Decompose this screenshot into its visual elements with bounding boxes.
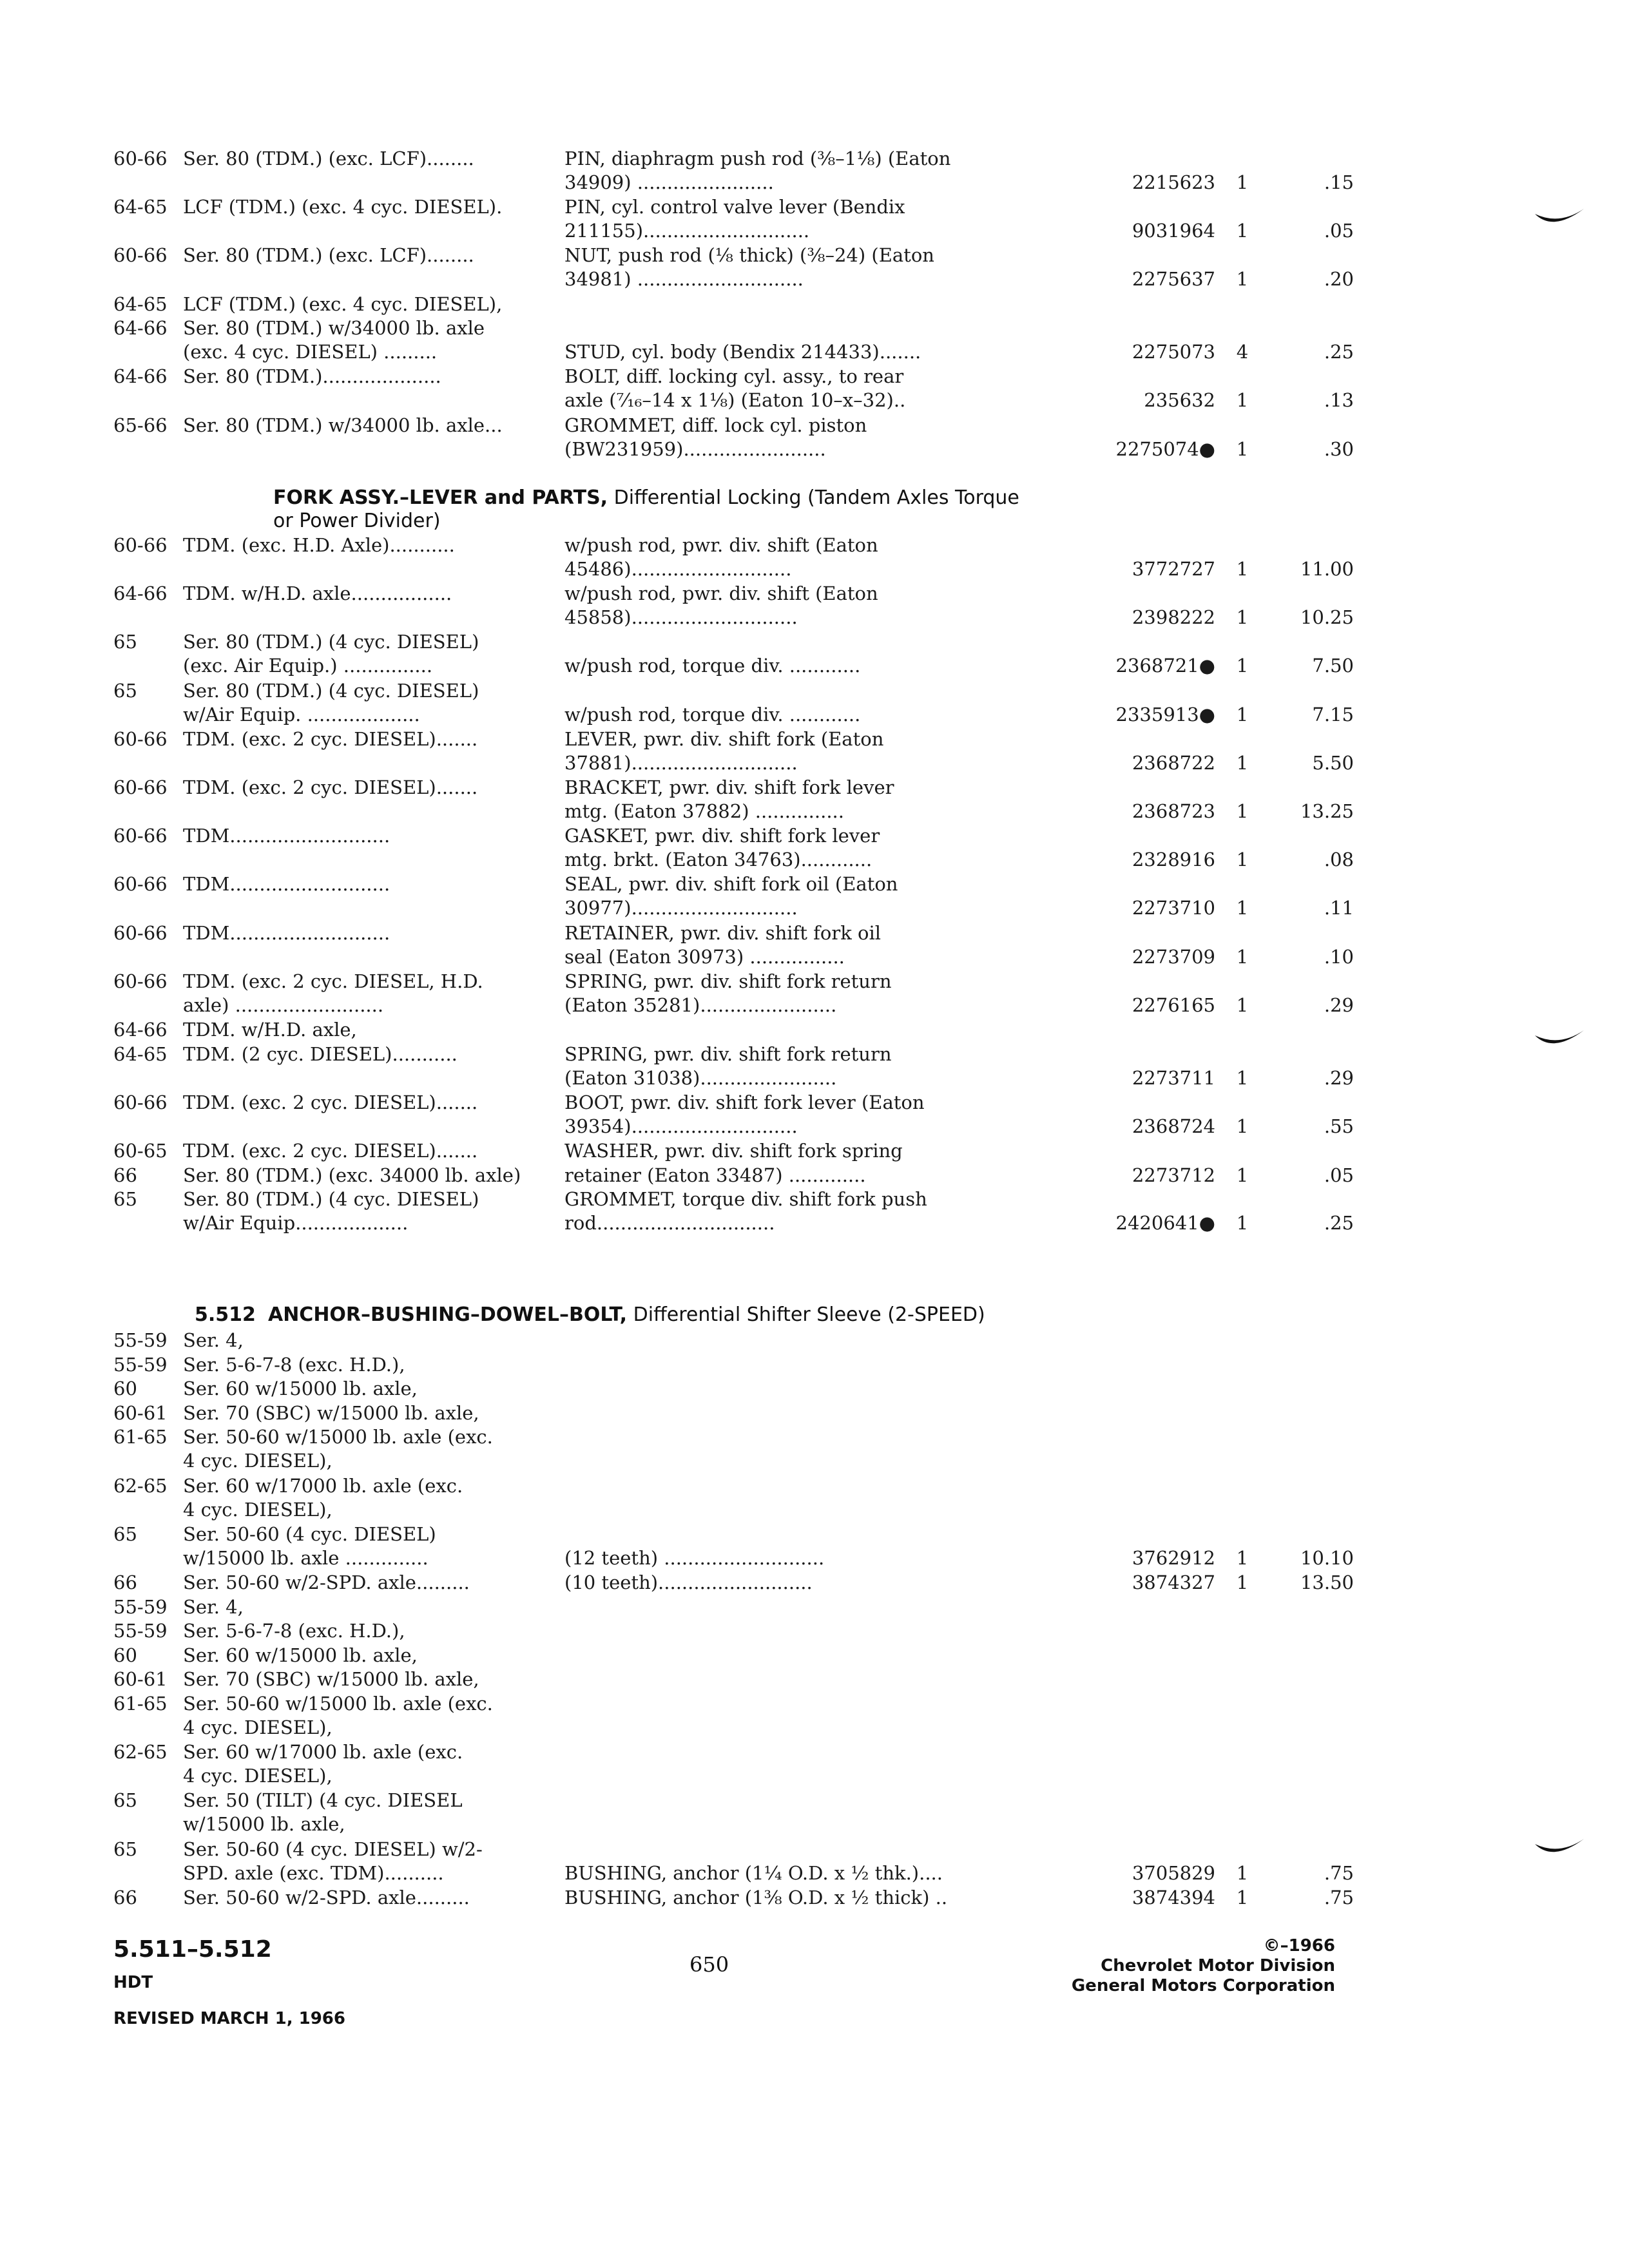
application: TDM. (exc. 2 cyc. DIESEL, H.D. [183, 970, 483, 992]
part-description: GASKET, pwr. div. shift fork lever [564, 825, 880, 847]
model-years: 55-59 [113, 1329, 168, 1351]
application: Ser. 80 (TDM.) (exc. LCF)........ [183, 148, 474, 169]
model-years: 64-65 [113, 196, 168, 218]
model-years: 61-65 [113, 1693, 168, 1715]
model-years: 64-66 [113, 365, 168, 388]
application: Ser. 80 (TDM.) (4 cyc. DIESEL) [183, 1188, 479, 1211]
price: .75 [1324, 1886, 1354, 1908]
quantity: 1 [1236, 800, 1249, 822]
model-years: 60 [113, 1378, 137, 1400]
application: TDM........................... [183, 873, 390, 896]
part-description-cont: w/push rod, torque div. ............ [564, 703, 861, 726]
application: Ser. 80 (TDM.) (4 cyc. DIESEL) [183, 679, 479, 702]
price: 11.00 [1300, 558, 1354, 580]
application: LCF (TDM.) (exc. 4 cyc. DIESEL), [183, 293, 503, 315]
model-years: 60-65 [113, 1140, 168, 1162]
price: 5.50 [1312, 751, 1354, 774]
section-heading-fork-line2: or Power Divider) [273, 510, 441, 532]
price: .25 [1324, 1212, 1354, 1235]
model-years: 64-66 [113, 317, 168, 340]
part-description: NUT, push rod (⅛ thick) (⅜–24) (Eaton [564, 244, 934, 267]
model-years: 60-66 [113, 970, 168, 992]
part-number: 2273711 [1132, 1066, 1215, 1089]
model-years: 60-61 [113, 1668, 168, 1691]
part-description: SPRING, pwr. div. shift fork return [564, 970, 892, 992]
model-years: 64-66 [113, 582, 168, 605]
footer-code: HDT [113, 1973, 153, 1992]
part-number: 2368724 [1132, 1115, 1215, 1137]
part-description: (10 teeth).......................... [564, 1571, 813, 1593]
application-cont: w/Air Equip. ................... [183, 703, 420, 726]
model-years: 64-66 [113, 1019, 168, 1041]
price: 7.15 [1312, 703, 1354, 726]
part-number: 2420641● [1115, 1212, 1215, 1235]
model-years: 60-66 [113, 921, 168, 944]
application: Ser. 60 w/17000 lb. axle (exc. [183, 1474, 463, 1497]
model-years: 65 [113, 679, 137, 702]
model-years: 60-66 [113, 825, 168, 847]
price: .55 [1324, 1115, 1354, 1137]
part-description-cont: 39354)............................ [564, 1115, 798, 1137]
quantity: 1 [1236, 1212, 1249, 1235]
quantity: 4 [1236, 341, 1249, 363]
model-years: 62-65 [113, 1741, 168, 1763]
footer-copyright: ©–1966 [1263, 1936, 1335, 1956]
application: LCF (TDM.) (exc. 4 cyc. DIESEL). [183, 196, 503, 218]
application: TDM. (exc. 2 cyc. DIESEL)....... [183, 776, 478, 798]
binder-tick-mark-icon [1534, 206, 1585, 232]
part-description: WASHER, pwr. div. shift fork spring [564, 1140, 903, 1162]
part-description: BUSHING, anchor (1⅜ O.D. x ½ thick) .. [564, 1886, 948, 1908]
part-description-cont: axle (⁷⁄₁₆–14 x 1⅛) (Eaton 10–x–32).. [564, 389, 906, 412]
quantity: 1 [1236, 703, 1249, 726]
part-description: SPRING, pwr. div. shift fork return [564, 1043, 892, 1065]
application: Ser. 60 w/15000 lb. axle, [183, 1644, 418, 1666]
part-number: 2335913● [1115, 703, 1215, 726]
application: Ser. 80 (TDM.).................... [183, 365, 441, 388]
part-description: w/push rod, pwr. div. shift (Eaton [564, 534, 878, 556]
price: .11 [1324, 897, 1354, 919]
model-years: 60-66 [113, 776, 168, 798]
footer-division: Chevrolet Motor Division [1101, 1956, 1335, 1975]
part-description-cont: 45858)............................ [564, 606, 798, 629]
part-number: 3874394 [1132, 1886, 1215, 1908]
application: Ser. 80 (TDM.) w/34000 lb. axle... [183, 414, 503, 436]
part-description: BRACKET, pwr. div. shift fork lever [564, 776, 894, 798]
application: Ser. 60 w/17000 lb. axle (exc. [183, 1741, 463, 1763]
quantity: 1 [1236, 849, 1249, 871]
quantity: 1 [1236, 655, 1249, 677]
part-description-cont: 45486)........................... [564, 558, 792, 580]
model-years: 60-66 [113, 534, 168, 556]
part-number: 2398222 [1132, 606, 1215, 629]
price: 10.10 [1300, 1546, 1354, 1569]
application: TDM. w/H.D. axle................. [183, 582, 452, 605]
application: Ser. 70 (SBC) w/15000 lb. axle, [183, 1668, 479, 1691]
application-cont: axle) ......................... [183, 994, 384, 1016]
part-description-cont: BUSHING, anchor (1¼ O.D. x ½ thk.).... [564, 1861, 943, 1884]
quantity: 1 [1236, 994, 1249, 1016]
application-cont: (exc. Air Equip.) ............... [183, 655, 433, 677]
model-years: 60-66 [113, 873, 168, 896]
model-years: 64-65 [113, 1043, 168, 1065]
model-years: 65-66 [113, 414, 168, 436]
page-number: 650 [689, 1952, 729, 1977]
quantity: 1 [1236, 220, 1249, 242]
application: Ser. 50-60 w/2-SPD. axle......... [183, 1571, 470, 1593]
model-years: 55-59 [113, 1353, 168, 1376]
binder-tick-mark-icon [1534, 1028, 1585, 1053]
part-description: PIN, cyl. control valve lever (Bendix [564, 196, 905, 218]
part-number: 2368723 [1132, 800, 1215, 822]
quantity: 1 [1236, 751, 1249, 774]
application-cont: SPD. axle (exc. TDM).......... [183, 1861, 444, 1884]
model-years: 60-66 [113, 727, 168, 750]
part-number: 3772727 [1132, 558, 1215, 580]
model-years: 65 [113, 631, 137, 653]
model-years: 65 [113, 1188, 137, 1211]
part-description-cont: mtg. brkt. (Eaton 34763)............ [564, 849, 872, 871]
application: Ser. 80 (TDM.) w/34000 lb. axle [183, 317, 485, 340]
application: Ser. 50-60 (4 cyc. DIESEL) [183, 1523, 436, 1545]
quantity: 1 [1236, 1115, 1249, 1137]
part-number: 235632 [1144, 389, 1215, 412]
part-description-cont: w/push rod, torque div. ............ [564, 655, 861, 677]
application: TDM. (exc. 2 cyc. DIESEL)....... [183, 1091, 478, 1113]
part-description: w/push rod, pwr. div. shift (Eaton [564, 582, 878, 605]
quantity: 1 [1236, 1066, 1249, 1089]
quantity: 1 [1236, 1861, 1249, 1884]
application-cont: 4 cyc. DIESEL), [183, 1450, 333, 1472]
part-description: SEAL, pwr. div. shift fork oil (Eaton [564, 873, 898, 896]
model-years: 60-66 [113, 244, 168, 267]
model-years: 60-61 [113, 1401, 168, 1424]
model-years: 64-65 [113, 293, 168, 315]
quantity: 1 [1236, 945, 1249, 968]
part-number: 2275074● [1115, 437, 1215, 460]
part-description: GROMMET, diff. lock cyl. piston [564, 414, 867, 436]
quantity: 1 [1236, 558, 1249, 580]
section-heading-fork: FORK ASSY.–LEVER and PARTS, Differential Locking (Tandem Axles Torque [273, 486, 1019, 509]
part-description-cont: (Eaton 31038)....................... [564, 1066, 837, 1089]
application: TDM. (2 cyc. DIESEL)........... [183, 1043, 458, 1065]
application: Ser. 80 (TDM.) (exc. LCF)........ [183, 244, 474, 267]
price: .29 [1324, 1066, 1354, 1089]
application: Ser. 4, [183, 1595, 244, 1618]
price: .15 [1324, 171, 1354, 193]
part-description-cont: (12 teeth) ........................... [564, 1546, 825, 1569]
part-number: 9031964 [1132, 220, 1215, 242]
part-number: 3874327 [1132, 1571, 1215, 1593]
application: TDM. (exc. 2 cyc. DIESEL)....... [183, 727, 478, 750]
part-number: 2215623 [1132, 171, 1215, 193]
part-number: 2273709 [1132, 945, 1215, 968]
application: Ser. 5-6-7-8 (exc. H.D.), [183, 1620, 405, 1642]
model-years: 66 [113, 1886, 137, 1908]
application: TDM........................... [183, 825, 390, 847]
model-years: 60 [113, 1644, 137, 1666]
part-description-cont: 37881)............................ [564, 751, 798, 774]
part-description-cont: rod.............................. [564, 1212, 775, 1235]
model-years: 60-66 [113, 1091, 168, 1113]
part-number: 2328916 [1132, 849, 1215, 871]
part-description: LEVER, pwr. div. shift fork (Eaton [564, 727, 884, 750]
application: Ser. 50-60 w/15000 lb. axle (exc. [183, 1693, 493, 1715]
part-description-cont: 211155)............................ [564, 220, 810, 242]
price: .08 [1324, 849, 1354, 871]
application-cont: 4 cyc. DIESEL), [183, 1716, 333, 1738]
quantity: 1 [1236, 1546, 1249, 1569]
price: 13.50 [1300, 1571, 1354, 1593]
part-description: RETAINER, pwr. div. shift fork oil [564, 921, 881, 944]
price: .30 [1324, 437, 1354, 460]
model-years: 55-59 [113, 1595, 168, 1618]
part-description-cont: 34909) ....................... [564, 171, 774, 193]
model-years: 60-66 [113, 148, 168, 169]
quantity: 1 [1236, 171, 1249, 193]
model-years: 65 [113, 1838, 137, 1860]
application-cont: w/15000 lb. axle, [183, 1813, 345, 1836]
application: Ser. 50-60 w/2-SPD. axle......... [183, 1886, 470, 1908]
application: Ser. 80 (TDM.) (4 cyc. DIESEL) [183, 631, 479, 653]
model-years: 55-59 [113, 1620, 168, 1642]
part-number: 3705829 [1132, 1861, 1215, 1884]
quantity: 1 [1236, 1886, 1249, 1908]
model-years: 62-65 [113, 1474, 168, 1497]
section-heading-anchor: 5.512 ANCHOR–BUSHING–DOWEL–BOLT, Differential Shifter Sleeve (2-SPEED) [195, 1303, 985, 1326]
application: TDM........................... [183, 921, 390, 944]
application-cont: w/15000 lb. axle .............. [183, 1546, 429, 1569]
application: TDM. w/H.D. axle, [183, 1019, 357, 1041]
application-cont: 4 cyc. DIESEL), [183, 1765, 333, 1787]
application: Ser. 50 (TILT) (4 cyc. DIESEL [183, 1789, 463, 1812]
model-years: 66 [113, 1571, 137, 1593]
part-description: BOLT, diff. locking cyl. assy., to rear [564, 365, 904, 388]
price: .25 [1324, 341, 1354, 363]
price: .75 [1324, 1861, 1354, 1884]
quantity: 1 [1236, 437, 1249, 460]
part-number: 2368721● [1115, 655, 1215, 677]
application: Ser. 70 (SBC) w/15000 lb. axle, [183, 1401, 479, 1424]
part-description-cont: seal (Eaton 30973) ................ [564, 945, 845, 968]
part-number: 2276165 [1132, 994, 1215, 1016]
application-cont: w/Air Equip................... [183, 1212, 409, 1235]
price: .10 [1324, 945, 1354, 968]
application: Ser. 80 (TDM.) (exc. 34000 lb. axle) [183, 1164, 521, 1186]
part-description-cont: 30977)............................ [564, 897, 798, 919]
application: Ser. 50-60 w/15000 lb. axle (exc. [183, 1426, 493, 1448]
price: .13 [1324, 389, 1354, 412]
part-description: PIN, diaphragm push rod (⅜–1⅛) (Eaton [564, 148, 951, 169]
binder-tick-mark-icon [1534, 1836, 1585, 1862]
quantity: 1 [1236, 1571, 1249, 1593]
part-number: 2275637 [1132, 268, 1215, 291]
price: 7.50 [1312, 655, 1354, 677]
application: TDM. (exc. H.D. Axle)........... [183, 534, 455, 556]
quantity: 1 [1236, 1164, 1249, 1186]
price: 13.25 [1300, 800, 1354, 822]
part-description: GROMMET, torque div. shift fork push [564, 1188, 927, 1211]
application: Ser. 50-60 (4 cyc. DIESEL) w/2- [183, 1838, 483, 1860]
part-number: 2368722 [1132, 751, 1215, 774]
model-years: 65 [113, 1789, 137, 1812]
part-description-cont: mtg. (Eaton 37882) ............... [564, 800, 844, 822]
price: .05 [1324, 1164, 1354, 1186]
part-number: 2275073 [1132, 341, 1215, 363]
footer-revised: REVISED MARCH 1, 1966 [113, 2009, 345, 2028]
model-years: 65 [113, 1523, 137, 1545]
application: Ser. 4, [183, 1329, 244, 1351]
footer-section-range: 5.511–5.512 [113, 1936, 272, 1963]
part-description-cont: (Eaton 35281)....................... [564, 994, 837, 1016]
price: .29 [1324, 994, 1354, 1016]
part-description-cont: (BW231959)........................ [564, 437, 826, 460]
part-description: BOOT, pwr. div. shift fork lever (Eaton [564, 1091, 925, 1113]
quantity: 1 [1236, 389, 1249, 412]
application: TDM. (exc. 2 cyc. DIESEL)....... [183, 1140, 478, 1162]
part-number: 2273710 [1132, 897, 1215, 919]
application-cont: (exc. 4 cyc. DIESEL) ......... [183, 341, 438, 363]
part-description-cont: STUD, cyl. body (Bendix 214433)....... [564, 341, 921, 363]
model-years: 66 [113, 1164, 137, 1186]
application-cont: 4 cyc. DIESEL), [183, 1498, 333, 1521]
price: 10.25 [1300, 606, 1354, 629]
application: Ser. 60 w/15000 lb. axle, [183, 1378, 418, 1400]
footer-corporation: General Motors Corporation [1071, 1976, 1335, 1995]
model-years: 61-65 [113, 1426, 168, 1448]
part-description: retainer (Eaton 33487) ............. [564, 1164, 866, 1186]
part-number: 3762912 [1132, 1546, 1215, 1569]
price: .20 [1324, 268, 1354, 291]
price: .05 [1324, 220, 1354, 242]
application: Ser. 5-6-7-8 (exc. H.D.), [183, 1353, 405, 1376]
part-description-cont: 34981) ............................ [564, 268, 804, 291]
part-number: 2273712 [1132, 1164, 1215, 1186]
quantity: 1 [1236, 606, 1249, 629]
quantity: 1 [1236, 268, 1249, 291]
quantity: 1 [1236, 897, 1249, 919]
